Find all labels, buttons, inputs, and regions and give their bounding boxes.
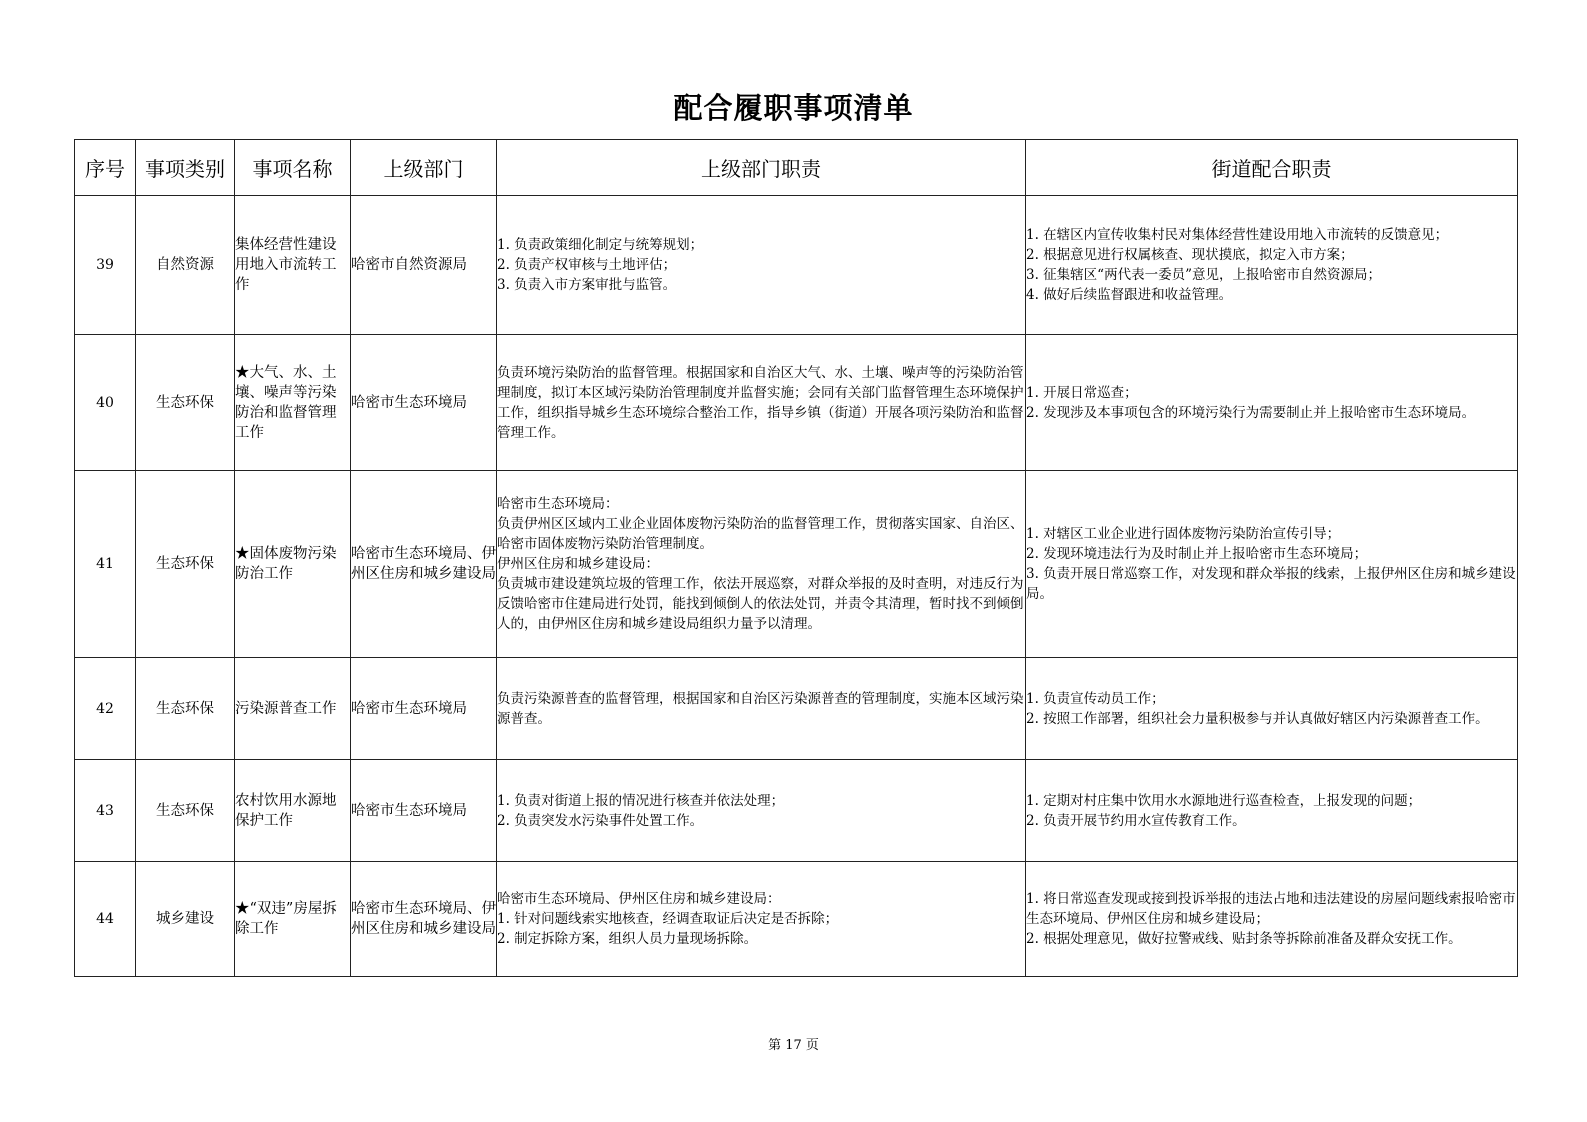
duty-line: 1. 在辖区内宣传收集村民对集体经营性建设用地入市流转的反馈意见； — [1026, 227, 1449, 243]
row-category: 城乡建设 — [136, 862, 235, 977]
table-row — [75, 196, 1518, 335]
duty-line: 哈密市生态环境局、伊州区住房和城乡建设局： — [497, 891, 781, 907]
duty-line: 2. 发现涉及本事项包含的环境污染行为需要制止并上报哈密市生态环境局。 — [1026, 404, 1476, 421]
duty-line: 1. 开展日常巡查； — [1026, 384, 1138, 401]
table-row — [75, 471, 1518, 658]
header-category: 事项类别 — [136, 140, 235, 196]
duty-line: 2. 负责产权审核与土地评估； — [497, 257, 677, 273]
table-row — [75, 658, 1518, 760]
duty-line: 1. 针对问题线索实地核查，经调查取证后决定是否拆除； — [497, 911, 839, 927]
row-seq: 43 — [75, 760, 136, 862]
duty-line: 2. 根据处理意见，做好拉警戒线、贴封条等拆除前准备及群众安抚工作。 — [1026, 931, 1462, 947]
row-item-name: 集体经营性建设用地入市流转工作 — [235, 196, 351, 335]
duty-line: 1. 对辖区工业企业进行固体废物污染防治宣传引导； — [1026, 526, 1341, 542]
row-item-name: 污染源普查工作 — [235, 658, 351, 760]
row-street-duty — [1026, 196, 1518, 335]
duty-line: 负责伊州区区域内工业企业固体废物污染防治的监督管理工作，贯彻落实国家、自治区、哈密市固体废物污染防治管理制度。 — [497, 516, 1024, 552]
row-department: 哈密市生态环境局 — [351, 658, 497, 760]
row-department: 哈密市生态环境局、伊州区住房和城乡建设局 — [351, 862, 497, 977]
duty-line: 2. 制定拆除方案，组织人员力量现场拆除。 — [497, 931, 758, 947]
row-department: 哈密市生态环境局 — [351, 335, 497, 471]
duty-line: 伊州区住房和城乡建设局： — [497, 556, 659, 572]
row-category: 生态环保 — [136, 471, 235, 658]
row-street-duty — [1026, 862, 1518, 977]
row-department: 哈密市生态环境局 — [351, 760, 497, 862]
row-category: 生态环保 — [136, 335, 235, 471]
table-header-row — [75, 140, 1518, 196]
duty-table — [74, 139, 1518, 977]
row-street-duty — [1026, 658, 1518, 760]
row-street-duty — [1026, 335, 1518, 471]
duty-line: 2. 负责突发水污染事件处置工作。 — [497, 812, 704, 829]
row-seq: 39 — [75, 196, 136, 335]
row-dept-duty — [497, 862, 1026, 977]
duty-line: 3. 征集辖区“两代表一委员”意见，上报哈密市自然资源局； — [1026, 267, 1381, 283]
row-dept-duty — [497, 335, 1026, 471]
row-item-name: ★固体废物污染防治工作 — [235, 471, 351, 658]
row-dept-duty — [497, 658, 1026, 760]
header-name: 事项名称 — [235, 140, 351, 196]
duty-line: 负责环境污染防治的监督管理。根据国家和自治区大气、水、土壤、噪声等的污染防治管理制度，拟订本区域污染防治管理制度并监督实施；会同有关部门监督管理生态环境保护工作，组织指导城乡生态环境综合整治工作，指导乡镇（街道）开展各项污染防治和监督管理工作。 — [497, 364, 1024, 441]
duty-line: 1. 负责对街道上报的情况进行核查并依法处理； — [497, 792, 785, 809]
row-dept-duty — [497, 196, 1026, 335]
table-row — [75, 862, 1518, 977]
header-dept-duty: 上级部门职责 — [497, 140, 1026, 196]
row-seq: 41 — [75, 471, 136, 658]
row-seq: 42 — [75, 658, 136, 760]
row-item-name: ★大气、水、土壤、噪声等污染防治和监督管理工作 — [235, 335, 351, 471]
duty-line: 2. 按照工作部署，组织社会力量积极参与并认真做好辖区内污染源普查工作。 — [1026, 710, 1489, 727]
duty-line: 1. 负责政策细化制定与统筹规划； — [497, 237, 704, 253]
row-department: 哈密市生态环境局、伊州区住房和城乡建设局 — [351, 471, 497, 658]
row-item-name: 农村饮用水源地保护工作 — [235, 760, 351, 862]
duty-line: 负责城市建设建筑垃圾的管理工作，依法开展巡察，对群众举报的及时查明，对违反行为反馈哈密市住建局进行处罚，能找到倾倒人的依法处罚，并责令其清理，暂时找不到倾倒人的，由伊州区住房和城乡建设局组织力量予以清理。 — [497, 576, 1024, 632]
row-category: 生态环保 — [136, 760, 235, 862]
duty-line: 3. 负责入市方案审批与监管。 — [497, 277, 677, 293]
page-number: 第 17 页 — [768, 1038, 819, 1053]
row-item-name: ★“双违”房屋拆除工作 — [235, 862, 351, 977]
row-dept-duty — [497, 471, 1026, 658]
header-seq: 序号 — [75, 140, 136, 196]
row-department: 哈密市自然资源局 — [351, 196, 497, 335]
duty-line: 4. 做好后续监督跟进和收益管理。 — [1026, 287, 1233, 303]
document-title: 配合履职事项清单 — [673, 91, 914, 125]
row-seq: 44 — [75, 862, 136, 977]
table-row — [75, 760, 1518, 862]
row-seq: 40 — [75, 335, 136, 471]
duty-line: 2. 发现环境违法行为及时制止并上报哈密市生态环境局； — [1026, 546, 1368, 562]
row-dept-duty — [497, 760, 1026, 862]
row-category: 生态环保 — [136, 658, 235, 760]
row-street-duty — [1026, 471, 1518, 658]
header-department: 上级部门 — [351, 140, 497, 196]
duty-line: 2. 负责开展节约用水宣传教育工作。 — [1026, 812, 1246, 829]
table-row — [75, 335, 1518, 471]
duty-line: 2. 根据意见进行权属核查、现状摸底，拟定入市方案； — [1026, 247, 1354, 263]
header-street-duty: 街道配合职责 — [1026, 140, 1518, 196]
duty-line: 哈密市生态环境局： — [497, 496, 619, 512]
duty-line: 1. 定期对村庄集中饮用水水源地进行巡查检查，上报发现的问题； — [1026, 792, 1422, 809]
duty-line: 1. 负责宣传动员工作； — [1026, 690, 1165, 707]
row-street-duty — [1026, 760, 1518, 862]
row-category: 自然资源 — [136, 196, 235, 335]
duty-line: 3. 负责开展日常巡察工作，对发现和群众举报的线索，上报伊州区住房和城乡建设局。 — [1026, 566, 1516, 602]
duty-line: 1. 将日常巡查发现或接到投诉举报的违法占地和违法建设的房屋问题线索报哈密市生态环境局、伊州区住房和城乡建设局； — [1026, 891, 1516, 927]
duty-line: 负责污染源普查的监督管理，根据国家和自治区污染源普查的管理制度，实施本区域污染源普查。 — [497, 690, 1024, 727]
